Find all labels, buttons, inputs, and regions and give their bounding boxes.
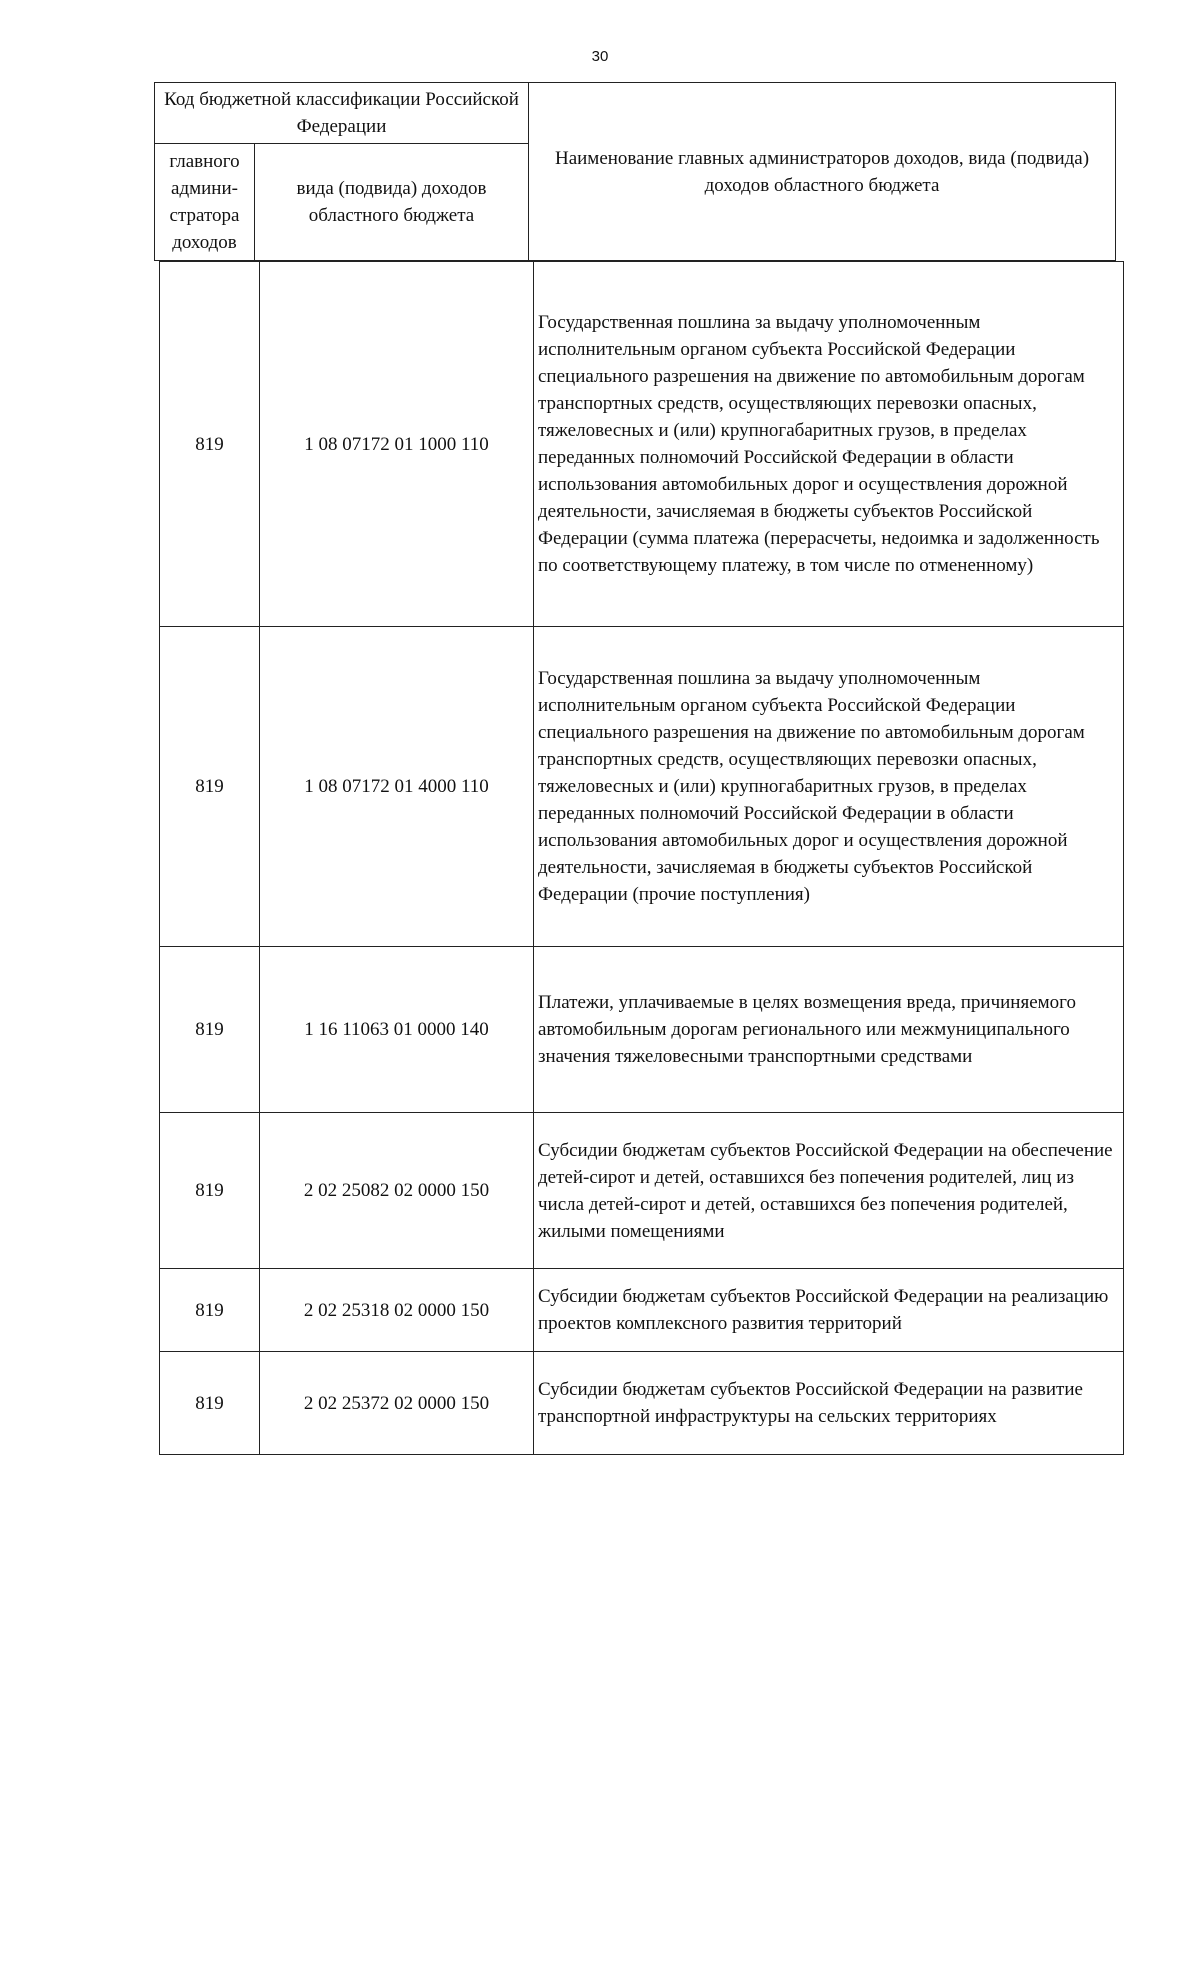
header-code-group bbox=[155, 83, 529, 144]
admin-code-cell: 819 bbox=[160, 1113, 260, 1269]
table-row bbox=[160, 1269, 1124, 1352]
revenue-name-cell bbox=[534, 627, 1124, 947]
revenue-name-text: Субсидии бюджетам субъектов Российской Федерации на обеспечение детей-сирот и детей, оставшихся без попечения родителей, лиц из числа детей-сирот и детей, оставшихся без попечения родителей, жилыми помещениями bbox=[538, 1139, 1113, 1242]
kbk-code-cell: 2 02 25318 02 0000 150 bbox=[260, 1269, 534, 1352]
header-kind-column bbox=[255, 144, 529, 261]
admin-code-cell: 819 bbox=[160, 1352, 260, 1455]
revenue-name-cell bbox=[534, 1113, 1124, 1269]
admin-code-cell: 819 bbox=[160, 627, 260, 947]
admin-code-cell: 819 bbox=[160, 262, 260, 627]
table-row bbox=[160, 262, 1124, 627]
revenue-name-text: Субсидии бюджетам субъектов Российской Федерации на развитие транспортной инфраструктуры на сельских территориях bbox=[538, 1379, 1083, 1427]
kbk-code-cell: 2 02 25372 02 0000 150 bbox=[260, 1352, 534, 1455]
revenue-name-text: Платежи, уплачиваемые в целях возмещения вреда, причиняемого автомобильным дорогам регионального или межмуниципального значения тяжеловесными транспортными средствами bbox=[538, 992, 1076, 1067]
admin-code-cell: 819 bbox=[160, 1269, 260, 1352]
revenue-name-cell bbox=[534, 947, 1124, 1113]
page-number: 30 bbox=[591, 48, 609, 65]
header-name-column bbox=[529, 83, 1116, 261]
revenue-name-cell bbox=[534, 262, 1124, 627]
revenue-name-text: Государственная пошлина за выдачу уполномоченным исполнительным органом субъекта Российской Федерации специального разрешения на движение по автомобильным дорогам транспортных средств, осуществляющих перевозки опасных, тяжеловесных и (или) крупногабаритных грузов, в пределах переданных полномочий Российской Федерации в области использования автомобильных дорог и осуществления дорожной деятельности, зачисляемая в бюджеты субъектов Российской Федерации (прочие поступления) bbox=[538, 668, 1085, 905]
kbk-code-cell: 1 16 11063 01 0000 140 bbox=[260, 947, 534, 1113]
header-kind-label: вида (подвида) доходов областного бюджета bbox=[296, 178, 487, 226]
revenue-name-text: Государственная пошлина за выдачу уполномоченным исполнительным органом субъекта Российской Федерации специального разрешения на движение по автомобильным дорогам транспортных средств, осуществляющих перевозки опасных, тяжеловесных и (или) крупногабаритных грузов, в пределах переданных полномочий Российской Федерации в области использования автомобильных дорог и осуществления дорожной деятельности, зачисляемая в бюджеты субъектов Российской Федерации (сумма платежа (перерасчеты, недоимка и задолженность по соответствующему платежу, в том числе по отмененному) bbox=[538, 312, 1100, 576]
table-header bbox=[154, 82, 1116, 261]
header-name-label: Наименование главных администраторов доходов, вида (подвида) доходов областного бюджета bbox=[554, 147, 1090, 196]
header-admin-label: главного админи-стратора доходов bbox=[169, 151, 240, 253]
revenue-name-cell bbox=[534, 1352, 1124, 1455]
table-row bbox=[160, 1113, 1124, 1269]
table-row bbox=[160, 627, 1124, 947]
revenue-name-text: Субсидии бюджетам субъектов Российской Федерации на реализацию проектов комплексного развития территорий bbox=[538, 1286, 1109, 1334]
header-code-group-label: Код бюджетной классификации Российской Федерации bbox=[164, 89, 519, 137]
table-row bbox=[160, 1352, 1124, 1455]
admin-code-cell: 819 bbox=[160, 947, 260, 1113]
table-row bbox=[160, 947, 1124, 1113]
revenue-name-cell bbox=[534, 1269, 1124, 1352]
table-body bbox=[159, 261, 1124, 1455]
kbk-code-cell: 1 08 07172 01 1000 110 bbox=[260, 262, 534, 627]
header-admin-column bbox=[155, 144, 255, 261]
kbk-code-cell: 1 08 07172 01 4000 110 bbox=[260, 627, 534, 947]
kbk-code-cell: 2 02 25082 02 0000 150 bbox=[260, 1113, 534, 1269]
